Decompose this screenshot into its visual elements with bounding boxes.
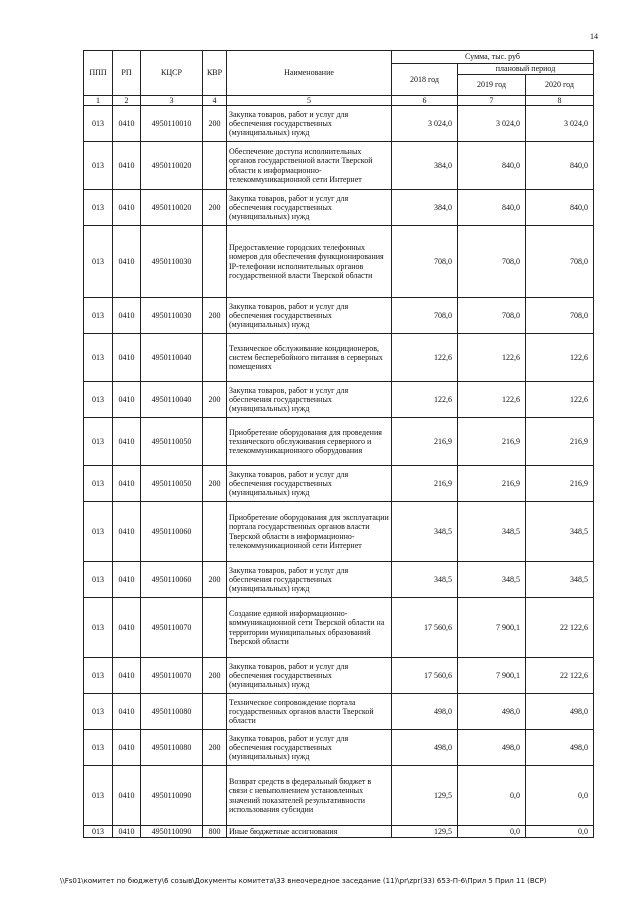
cell-2018: 216,9 xyxy=(392,466,458,502)
cell-2019: 0,0 xyxy=(458,766,526,826)
cell-2020: 22 122,6 xyxy=(526,598,594,658)
cell-ppp: 013 xyxy=(84,730,113,766)
cell-2018: 17 560,6 xyxy=(392,658,458,694)
cell-ppp: 013 xyxy=(84,382,113,418)
cell-name: Закупка товаров, работ и услуг для обеспечения государственных (муниципальных) нужд xyxy=(227,190,392,226)
table-row xyxy=(84,730,594,766)
column-number: 5 xyxy=(227,96,392,106)
cell-2019: 122,6 xyxy=(458,334,526,382)
table-row xyxy=(84,466,594,502)
cell-kvr: 200 xyxy=(203,730,227,766)
cell-name: Закупка товаров, работ и услуг для обеспечения государственных (муниципальных) нужд xyxy=(227,562,392,598)
table-row xyxy=(84,598,594,658)
cell-kcsr: 4950110030 xyxy=(141,226,203,298)
cell-name: Техническое сопровождение портала государственных органов власти Тверской области xyxy=(227,694,392,730)
cell-kvr xyxy=(203,142,227,190)
cell-kvr: 200 xyxy=(203,658,227,694)
cell-name: Закупка товаров, работ и услуг для обеспечения государственных (муниципальных) нужд xyxy=(227,382,392,418)
cell-2019: 348,5 xyxy=(458,502,526,562)
cell-kvr xyxy=(203,334,227,382)
table-row xyxy=(84,190,594,226)
table-row xyxy=(84,106,594,142)
cell-2019: 840,0 xyxy=(458,142,526,190)
cell-kcsr: 4950110020 xyxy=(141,190,203,226)
cell-kcsr: 4950110030 xyxy=(141,298,203,334)
cell-ppp: 013 xyxy=(84,502,113,562)
cell-2020: 348,5 xyxy=(526,502,594,562)
cell-rp: 0410 xyxy=(113,382,141,418)
cell-2018: 384,0 xyxy=(392,190,458,226)
cell-2020: 0,0 xyxy=(526,766,594,826)
table-row xyxy=(84,766,594,826)
cell-2019: 708,0 xyxy=(458,298,526,334)
cell-2020: 216,9 xyxy=(526,466,594,502)
cell-2018: 708,0 xyxy=(392,298,458,334)
cell-name: Закупка товаров, работ и услуг для обеспечения государственных (муниципальных) нужд xyxy=(227,466,392,502)
cell-ppp: 013 xyxy=(84,142,113,190)
cell-ppp: 013 xyxy=(84,694,113,730)
column-number: 4 xyxy=(203,96,227,106)
cell-rp: 0410 xyxy=(113,418,141,466)
cell-rp: 0410 xyxy=(113,766,141,826)
cell-2020: 840,0 xyxy=(526,142,594,190)
cell-2018: 498,0 xyxy=(392,694,458,730)
cell-kvr: 200 xyxy=(203,298,227,334)
cell-2020: 0,0 xyxy=(526,826,594,838)
cell-2020: 498,0 xyxy=(526,730,594,766)
cell-2020: 122,6 xyxy=(526,382,594,418)
header-planned-period: плановый период xyxy=(458,64,594,75)
cell-ppp: 013 xyxy=(84,658,113,694)
cell-name: Техническое обслуживание кондиционеров, систем бесперебойного питания в серверных помещениях xyxy=(227,334,392,382)
cell-2019: 0,0 xyxy=(458,826,526,838)
cell-rp: 0410 xyxy=(113,334,141,382)
cell-rp: 0410 xyxy=(113,298,141,334)
cell-kvr xyxy=(203,766,227,826)
cell-2019: 7 900,1 xyxy=(458,598,526,658)
column-number: 8 xyxy=(526,96,594,106)
column-number: 1 xyxy=(84,96,113,106)
cell-kcsr: 4950110080 xyxy=(141,730,203,766)
cell-2020: 348,5 xyxy=(526,562,594,598)
cell-2019: 7 900,1 xyxy=(458,658,526,694)
cell-kcsr: 4950110060 xyxy=(141,502,203,562)
cell-ppp: 013 xyxy=(84,226,113,298)
cell-name: Закупка товаров, работ и услуг для обеспечения государственных (муниципальных) нужд xyxy=(227,658,392,694)
cell-2018: 3 024,0 xyxy=(392,106,458,142)
column-number: 7 xyxy=(458,96,526,106)
cell-2018: 498,0 xyxy=(392,730,458,766)
header-year-2019: 2019 год xyxy=(458,75,526,96)
cell-2020: 3 024,0 xyxy=(526,106,594,142)
cell-name: Обеспечение доступа исполнительных органов государственной власти Тверской области к информационно-телекоммуникационной сети Интернет xyxy=(227,142,392,190)
column-number: 3 xyxy=(141,96,203,106)
header-rp: РП xyxy=(113,51,141,96)
cell-2020: 840,0 xyxy=(526,190,594,226)
cell-rp: 0410 xyxy=(113,658,141,694)
cell-kvr xyxy=(203,418,227,466)
table-row xyxy=(84,226,594,298)
cell-2018: 122,6 xyxy=(392,334,458,382)
cell-kcsr: 4950110070 xyxy=(141,598,203,658)
cell-2018: 348,5 xyxy=(392,502,458,562)
cell-ppp: 013 xyxy=(84,298,113,334)
cell-kvr: 800 xyxy=(203,826,227,838)
cell-rp: 0410 xyxy=(113,562,141,598)
cell-2018: 122,6 xyxy=(392,382,458,418)
cell-2018: 129,5 xyxy=(392,766,458,826)
cell-name: Закупка товаров, работ и услуг для обеспечения государственных (муниципальных) нужд xyxy=(227,298,392,334)
cell-kvr: 200 xyxy=(203,190,227,226)
cell-rp: 0410 xyxy=(113,826,141,838)
cell-name: Создание единой информационно-коммуникационной сети Тверской области на территории муниципальных образований Тверской области xyxy=(227,598,392,658)
cell-2020: 498,0 xyxy=(526,694,594,730)
table-row xyxy=(84,142,594,190)
cell-2019: 708,0 xyxy=(458,226,526,298)
cell-rp: 0410 xyxy=(113,694,141,730)
cell-2020: 216,9 xyxy=(526,418,594,466)
cell-kvr: 200 xyxy=(203,466,227,502)
page-number: 14 xyxy=(590,32,598,41)
cell-kcsr: 4950110020 xyxy=(141,142,203,190)
cell-2020: 708,0 xyxy=(526,226,594,298)
cell-2019: 3 024,0 xyxy=(458,106,526,142)
cell-kvr: 200 xyxy=(203,562,227,598)
cell-name: Иные бюджетные ассигнования xyxy=(227,826,392,838)
cell-2019: 498,0 xyxy=(458,694,526,730)
cell-name: Возврат средств в федеральный бюджет в связи с невыполнением установленных значений показателей результативности использования субсидии xyxy=(227,766,392,826)
cell-kcsr: 4950110090 xyxy=(141,826,203,838)
cell-rp: 0410 xyxy=(113,730,141,766)
column-number: 2 xyxy=(113,96,141,106)
cell-name: Приобретение оборудования для проведения технического обслуживания серверного и телекоммуникационного оборудования xyxy=(227,418,392,466)
cell-kcsr: 4950110070 xyxy=(141,658,203,694)
cell-rp: 0410 xyxy=(113,190,141,226)
cell-2018: 708,0 xyxy=(392,226,458,298)
cell-kcsr: 4950110050 xyxy=(141,418,203,466)
cell-rp: 0410 xyxy=(113,598,141,658)
cell-kcsr: 4950110080 xyxy=(141,694,203,730)
cell-kcsr: 4950110090 xyxy=(141,766,203,826)
budget-table xyxy=(83,50,594,838)
cell-kcsr: 4950110060 xyxy=(141,562,203,598)
cell-2018: 216,9 xyxy=(392,418,458,466)
cell-kvr: 200 xyxy=(203,382,227,418)
cell-kcsr: 4950110010 xyxy=(141,106,203,142)
cell-rp: 0410 xyxy=(113,226,141,298)
table-row xyxy=(84,298,594,334)
table-row xyxy=(84,502,594,562)
cell-2019: 216,9 xyxy=(458,466,526,502)
cell-name: Закупка товаров, работ и услуг для обеспечения государственных (муниципальных) нужд xyxy=(227,106,392,142)
header-year-2018: 2018 год xyxy=(392,64,458,96)
cell-rp: 0410 xyxy=(113,502,141,562)
table-row xyxy=(84,382,594,418)
header-ppp: ППП xyxy=(84,51,113,96)
cell-kvr xyxy=(203,226,227,298)
cell-kvr xyxy=(203,694,227,730)
cell-kcsr: 4950110040 xyxy=(141,382,203,418)
cell-2019: 216,9 xyxy=(458,418,526,466)
cell-ppp: 013 xyxy=(84,826,113,838)
table-row xyxy=(84,658,594,694)
header-kvr: КВР xyxy=(203,51,227,96)
cell-2020: 122,6 xyxy=(526,334,594,382)
header-name: Наименование xyxy=(227,51,392,96)
cell-name: Закупка товаров, работ и услуг для обеспечения государственных (муниципальных) нужд xyxy=(227,730,392,766)
table-row xyxy=(84,694,594,730)
cell-rp: 0410 xyxy=(113,466,141,502)
cell-2019: 840,0 xyxy=(458,190,526,226)
cell-ppp: 013 xyxy=(84,466,113,502)
cell-ppp: 013 xyxy=(84,562,113,598)
cell-ppp: 013 xyxy=(84,106,113,142)
cell-kvr xyxy=(203,598,227,658)
cell-kvr xyxy=(203,502,227,562)
cell-kvr: 200 xyxy=(203,106,227,142)
cell-2018: 384,0 xyxy=(392,142,458,190)
cell-ppp: 013 xyxy=(84,598,113,658)
cell-ppp: 013 xyxy=(84,766,113,826)
cell-name: Предоставление городских телефонных номеров для обеспечения функционирования IP-телефонии исполнительных органов государственной власти Тверской области xyxy=(227,226,392,298)
file-path-footer: \\Fs01\комитет по бюджету\6 созыв\Документы комитета\33 внеочередное заседание (11)\pr\zpr(33) 653-П-6\Прил 5 Прил 11 (ВСР) xyxy=(60,877,547,885)
cell-2018: 348,5 xyxy=(392,562,458,598)
cell-2018: 17 560,6 xyxy=(392,598,458,658)
cell-2018: 129,5 xyxy=(392,826,458,838)
table-row xyxy=(84,562,594,598)
cell-2019: 348,5 xyxy=(458,562,526,598)
table-row xyxy=(84,418,594,466)
cell-2020: 708,0 xyxy=(526,298,594,334)
cell-rp: 0410 xyxy=(113,142,141,190)
cell-2019: 498,0 xyxy=(458,730,526,766)
table-row xyxy=(84,826,594,838)
cell-2019: 122,6 xyxy=(458,382,526,418)
cell-name: Приобретение оборудования для эксплуатации портала государственных органов власти Тверской области в информационно-телекоммуникационной сети Интернет xyxy=(227,502,392,562)
cell-kcsr: 4950110040 xyxy=(141,334,203,382)
cell-kcsr: 4950110050 xyxy=(141,466,203,502)
header-year-2020: 2020 год xyxy=(526,75,594,96)
header-sum: Сумма, тыс. руб xyxy=(392,51,594,64)
cell-rp: 0410 xyxy=(113,106,141,142)
header-kcsr: КЦСР xyxy=(141,51,203,96)
cell-2020: 22 122,6 xyxy=(526,658,594,694)
cell-ppp: 013 xyxy=(84,334,113,382)
cell-ppp: 013 xyxy=(84,190,113,226)
table-row xyxy=(84,334,594,382)
cell-ppp: 013 xyxy=(84,418,113,466)
column-number: 6 xyxy=(392,96,458,106)
